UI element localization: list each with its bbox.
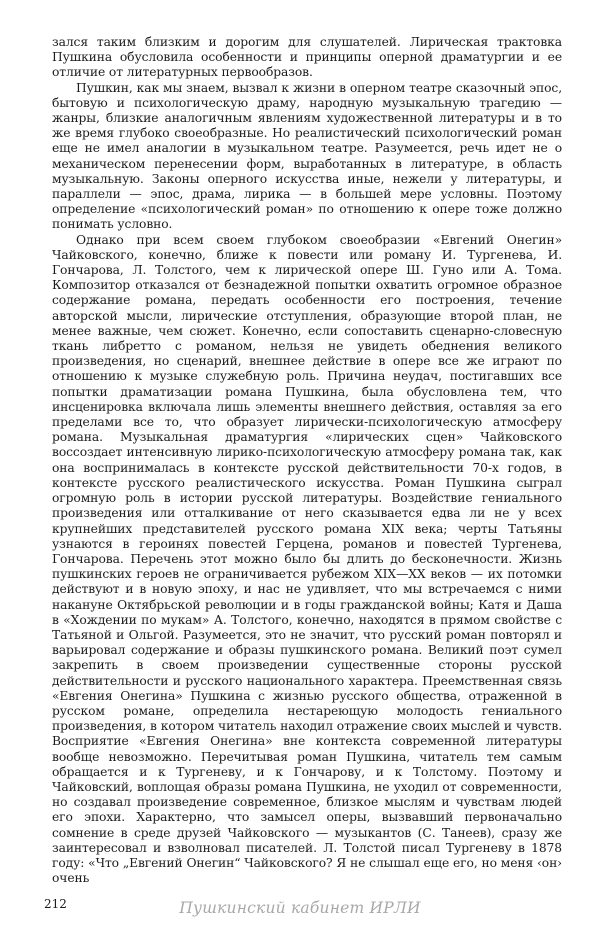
paragraph-continuation: зался таким близким и дорогим для слушателей. Лирическая трактовка Пушкина обусловила особенности и принципы оперной драматургии и ее отличие от литературных первообразов. xyxy=(52,35,562,80)
page-body xyxy=(52,35,562,886)
page-number: 212 xyxy=(44,897,67,911)
watermark: Пушкинский кабинет ИРЛИ xyxy=(179,899,421,917)
paragraph-onegin-analysis: Однако при всем своем глубоком своеобразии «Евгений Онегин» Чайковского, конечно, ближе к повести или роману И. Тургенева, И. Гончарова, Л. Толстого, чем к лирической опере Ш. Гуно или А. Тома. Композитор отказался от безнадежной попытки охватить огромное образное содержание романа, передать особенности его построения, течение авторской мысли, лирические отступления, образующие второй план, не менее важные, чем сюжет. Конечно, если сопоставить сценарно-словесную ткань либретто с романом, нельзя не увидеть обеднения великого произведения, но сценарий, внешнее действие в опере все же играют по отношению к музыке служебную роль. Причина неудач, постигавших все попытки драматизации романа Пушкина, была обусловлена тем, что инсценировка включала лишь элементы внешнего действия, оставляя за его пределами все то, что образует лирически-психологическую атмосферу романа. Музыкальная драматургия «лирических сцен» Чайковского воссоздает интенсивную лирико-психологическую атмосферу романа так, как она воспринималась в контексте русской действительности 70-х годов, в контексте русского реалистического искусства. Роман Пушкина сыграл огромную роль в истории русской литературы. Воздействие гениального произведения или отталкивание от него сказывается едва ли не у всех крупнейших представителей русского романа XIX века; черты Татьяны узнаются в героинях повестей Герцена, романов и повестей Тургенева, Гончарова. Перечень этот можно было бы длить до бесконечности. Жизнь пушкинских героев не ограничивается рубежом XIX—XX веков — их потомки действуют и в новую эпоху, и нас не удивляет, что мы встречаемся с ними накануне Октябрьской революции и в годы гражданской войны; Катя и Даша в «Хождении по мукам» А. Толстого, конечно, находятся в прямом свойстве с Татьяной и Ольгой. Разумеется, это не значит, что русский роман повторял и варьировал содержание и образы пушкинского романа. Великий поэт сумел закрепить в своем произведении существенные стороны русской действительности и русского национального характера. Преемственная связь «Евгения Онегина» Пушкина с жизнью русского общества, отраженной в русском романе, определила нестареющую молодость гениального произведения, в котором читатель находил отражение своих мыслей и чувств. Восприятие «Евгения Онегина» вне контекста современной литературы вообще невозможно. Перечитывая роман Пушкина, читатель тем самым обращается и к Тургеневу, и к Гончарову, и к Толстому. Поэтому и Чайковский, воплощая образы романа Пушкина, не уходил от современности, но создавал произведение современное, близкое мыслям и чувствам людей его эпохи. Характерно, что замысел оперы, вызвавший первоначально сомнение в среде друзей Чайковского — музыкантов (С. Танеев), сразу же заинтересовал и взволновал писателей. Л. Толстой писал Тургеневу в 1878 году: «Что „Евгений Онегин“ Чайковского? Я не слышал еще его, но меня ‹он› очень xyxy=(52,232,562,886)
paragraph-pushkin-genres: Пушкин, как мы знаем, вызвал к жизни в оперном театре сказочный эпос, бытовую и психологическую драму, народную музыкальную трагедию — жанры, близкие аналогичным явлениям художественной литературы и в то же время глубоко своеобразные. Но реалистический психологический роман еще не имел аналогии в музыкальном театре. Разумеется, речь идет не о механическом перенесении форм, выработанных в литературе, в область музыкальную. Законы оперного искусства иные, нежели у литературы, и параллели — эпос, драма, лирика — в большей мере условны. Поэтому определение «психологический роман» по отношению к опере тоже должно понимать условно. xyxy=(52,80,562,232)
